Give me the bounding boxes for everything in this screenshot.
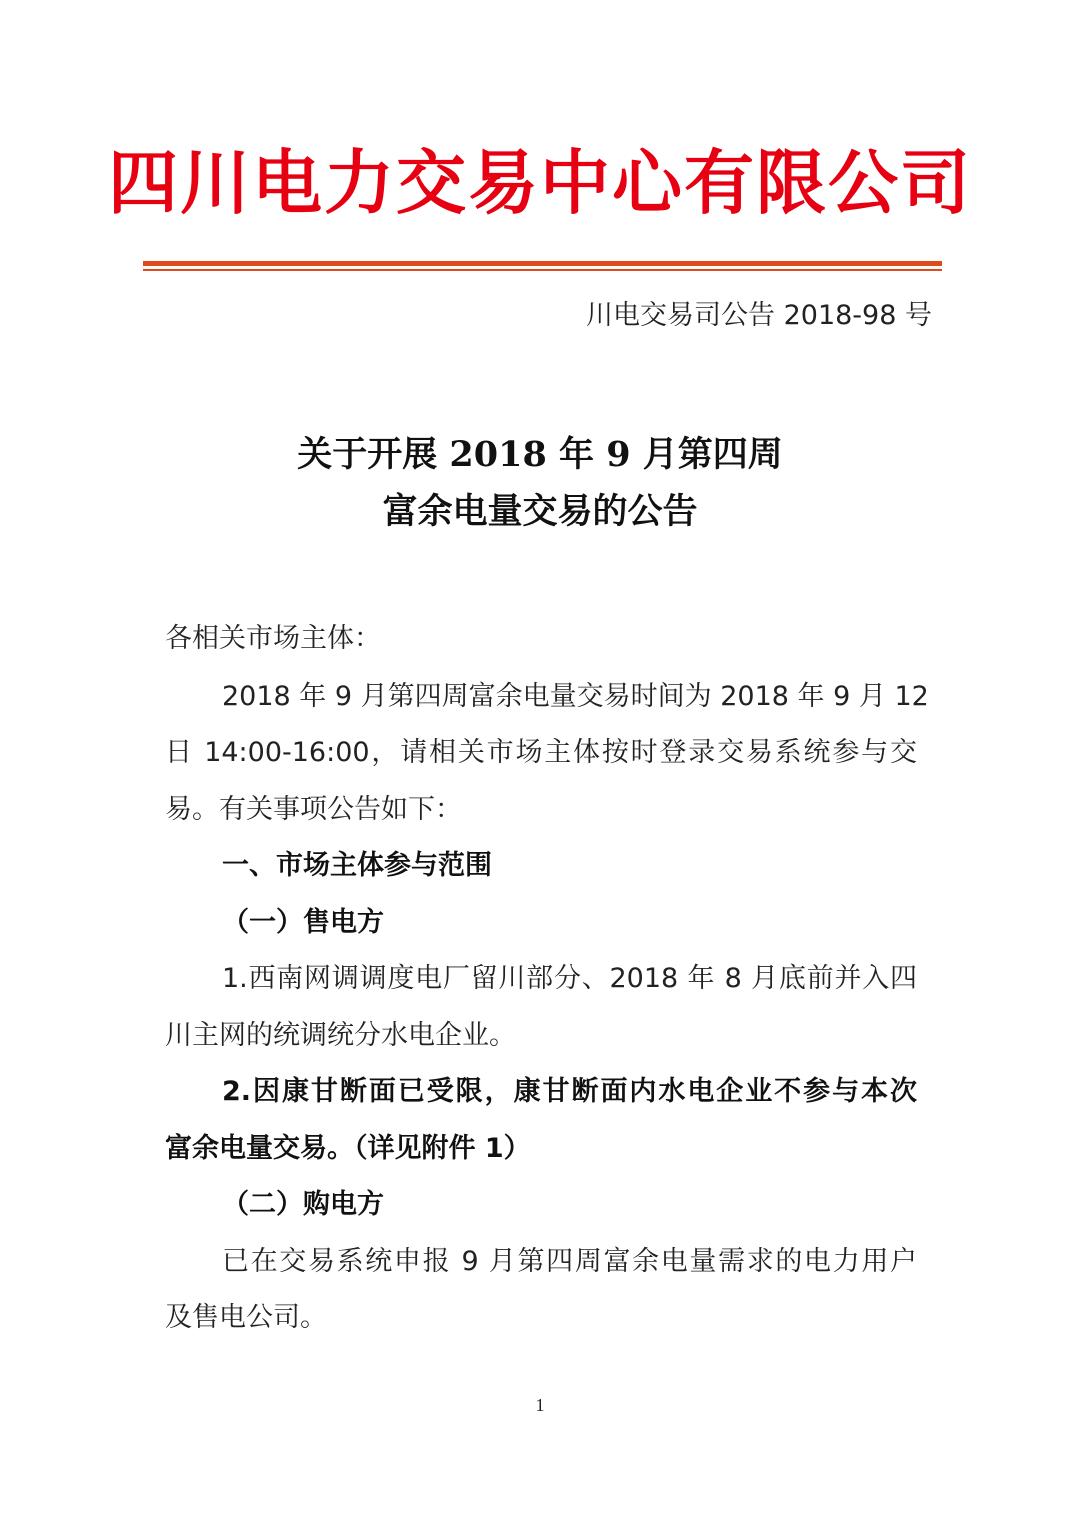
- paragraph-1-line-3: 易。有关事项公告如下：: [165, 794, 462, 825]
- subsection-1-heading: （一）售电方: [222, 907, 384, 938]
- section-1-heading: 一、市场主体参与范围: [222, 850, 492, 881]
- document-title-line-1: 关于开展 2018 年 9 月第四周: [297, 434, 783, 475]
- salutation: 各相关市场主体：: [165, 623, 381, 654]
- paragraph-1-line-2: 日 14:00-16:00，请相关市场主体按时登录交易系统参与交: [165, 737, 917, 768]
- header-rule-thick: [143, 261, 942, 266]
- paragraph-2-line-1: 已在交易系统申报 9 月第四周富余电量需求的电力用户: [222, 1246, 917, 1277]
- page-number: 1: [535, 1395, 545, 1415]
- header-rule-thin: [143, 269, 942, 271]
- subsection-2-heading: （二）购电方: [222, 1189, 384, 1220]
- paragraph-2-line-2: 及售电公司。: [165, 1302, 327, 1333]
- item-2-line-1: 2.因康甘断面已受限，康甘断面内水电企业不参与本次: [222, 1076, 917, 1107]
- document-title-line-2: 富余电量交易的公告: [382, 491, 698, 532]
- item-2-line-2: 富余电量交易。（详见附件 1）: [165, 1133, 531, 1164]
- item-1-line-2: 川主网的统调统分水电企业。: [165, 1020, 516, 1051]
- organization-header: 四川电力交易中心有限公司: [108, 141, 972, 224]
- item-1-line-1: 1.西南网调调度电厂留川部分、2018 年 8 月底前并入四: [222, 963, 917, 994]
- paragraph-1-line-1: 2018 年 9 月第四周富余电量交易时间为 2018 年 9 月 12: [222, 681, 929, 712]
- document-number: 川电交易司公告 2018-98 号: [586, 300, 932, 331]
